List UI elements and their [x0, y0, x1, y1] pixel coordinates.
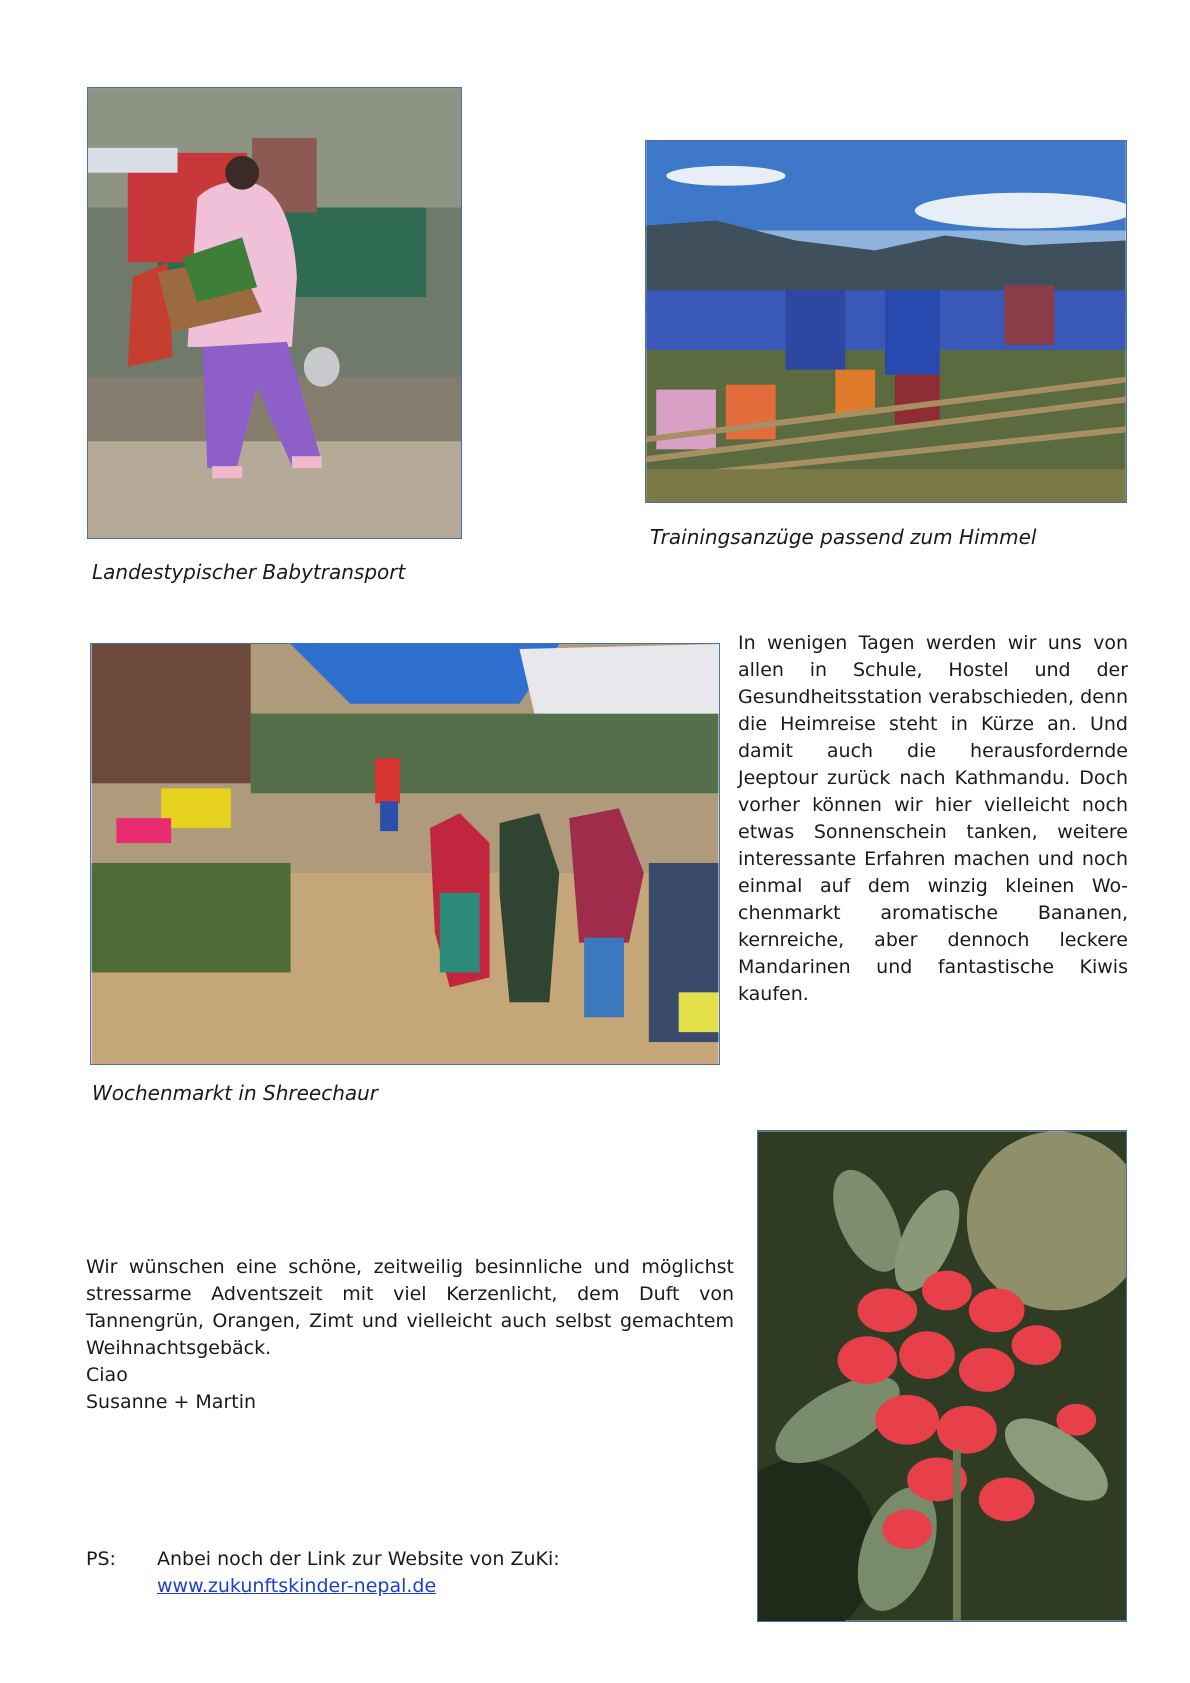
photo-caption: Wochenmarkt in Shreechaur: [92, 1081, 379, 1105]
market-paragraph: In wenigen Tagen werden wir uns von allen in Schule, Hostel und der Gesundheitsstation verabschieden, denn die Heimreise steht in Kürze an. Und damit auch die herausfordernde Jeeptour zurück nach Kathmandu. Doch vorher können wir hier vielleicht noch etwas Sonnenschein tanken, weitere interessante Erfahren machen und noch einmal auf dem winzig kleinen Wochenmarkt aromatische Bananen, kernreiche, aber dennoch leckere Mandarinen und fantastische Kiwis kaufen.: [738, 632, 1128, 1005]
greeting: Ciao: [86, 1364, 128, 1386]
photo-trainingsanzuege: [645, 140, 1127, 503]
ps-text: Anbei noch der Link zur Website von ZuKi:: [157, 1548, 560, 1570]
ps-label: PS:: [86, 1548, 116, 1570]
red-flowers-photo: [758, 1131, 1126, 1621]
photo-flowers: [757, 1130, 1127, 1622]
ps-text-block: [157, 1546, 560, 1600]
laundry-line-mountains-photo: [646, 141, 1126, 502]
photo-caption: Trainingsanzüge passend zum Himmel: [650, 525, 1037, 549]
photo-wochenmarkt: [90, 643, 720, 1065]
weekly-market-photo: [91, 644, 719, 1064]
signature: Susanne + Martin: [86, 1391, 257, 1413]
website-link[interactable]: www.zukunftskinder-nepal.de: [157, 1575, 437, 1597]
wishes-paragraph: Wir wünschen eine schöne, zeitweilig besinnliche und möglichst stressarme Adventszeit mit viel Kerzenlicht, dem Duft von Tannengrün, Orangen, Zimt und vielleicht auch selbst gemachtem Weihnachtsgebäck.: [86, 1256, 734, 1359]
photo-babytransport: [87, 87, 462, 539]
woman-carrying-baby-photo: [88, 88, 461, 538]
photo-caption: Landestypischer Babytransport: [92, 560, 406, 584]
